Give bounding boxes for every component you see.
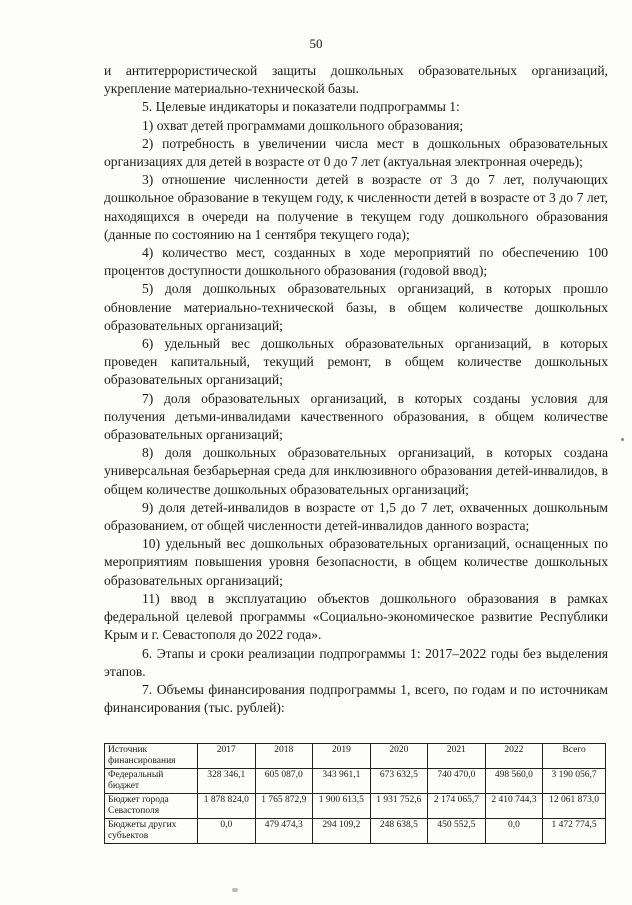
column-header: 2017 (198, 744, 256, 769)
column-header: Источник финансирования (105, 744, 198, 769)
table-cell: Федеральный бюджет (105, 769, 198, 794)
indicator-item-3: 3) отношение численности детей в возрасте от 3 до 7 лет, получающих дошкольное образование в текущем году, к численности детей в возрасте от 3 до 7 лет, находящихся в очереди на получение в текущем году дошкольного образования (данные по состоянию на 1 сентября текущего года); (104, 172, 608, 242)
table-header-row (105, 744, 606, 769)
table-cell: 1 931 752,6 (370, 794, 428, 819)
table-cell: 0,0 (485, 819, 543, 844)
table-row (105, 769, 606, 794)
table-cell: 2 410 744,3 (485, 794, 543, 819)
section-heading-7: 7. Объемы финансирования подпрограммы 1, всего, по годам и по источникам финансирования (тыс. рублей): (104, 681, 608, 716)
indicator-item-1: 1) охват детей программами дошкольного образования; (142, 117, 464, 133)
scan-artifact (232, 888, 238, 892)
column-header: 2022 (485, 744, 543, 769)
indicator-item-6: 6) удельный вес дошкольных образовательных организаций, в которых проведен капитальный, текущий ремонт, в общем количестве дошкольных образовательных организаций; (104, 336, 608, 388)
scan-artifact (621, 438, 624, 441)
column-header: Всего (543, 744, 606, 769)
indicator-item-8: 8) доля дошкольных образовательных организаций, в которых создана универсальная безбарьерная среда для инклюзивного образования детей-инвалидов, в общем количестве дошкольных образовательных организаций; (104, 445, 608, 497)
table-cell: 2 174 065,7 (428, 794, 486, 819)
table-cell: 1 472 774,5 (543, 819, 606, 844)
table-cell: 0,0 (198, 819, 256, 844)
indicator-item-10: 10) удельный вес дошкольных образовательных организаций, оснащенных по мероприятиям повышения уровня безопасности, в общем количестве дошкольных образовательных организаций; (104, 536, 608, 588)
column-header: 2021 (428, 744, 486, 769)
table-cell: 294 109,2 (313, 819, 371, 844)
indicator-item-9: 9) доля детей-инвалидов в возрасте от 1,5 до 7 лет, охваченных дошкольным образованием, от общей численности детей-инвалидов данного возраста; (104, 499, 608, 534)
paragraph: и антитеррористической защиты дошкольных образовательных организаций, укрепление материально-технической базы. (104, 63, 608, 97)
table-cell: Бюджеты других субъектов (105, 819, 198, 844)
table-cell: 498 560,0 (485, 769, 543, 794)
indicator-item-4: 4) количество мест, созданных в ходе мероприятий по обеспечению 100 процентов доступности дошкольного образования (годовой ввод); (104, 245, 608, 279)
table-cell: Бюджет города Севастополя (105, 794, 198, 819)
table-cell: 3 190 056,7 (543, 769, 606, 794)
table-cell: 605 087,0 (255, 769, 313, 794)
table-cell: 248 638,5 (370, 819, 428, 844)
page-number: 50 (309, 36, 323, 51)
section-heading-5: 5. Целевые индикаторы и показатели подпрограммы 1: (142, 99, 460, 115)
indicator-item-2: 2) потребность в увеличении числа мест в дошкольных образовательных организациях для детей в возрасте от 0 до 7 лет (актуальная электронная очередь); (104, 135, 608, 170)
table-cell: 12 061 873,0 (543, 794, 606, 819)
column-header: 2018 (255, 744, 313, 769)
table-cell: 1 765 872,9 (255, 794, 313, 819)
table-cell: 673 632,5 (370, 769, 428, 794)
indicator-item-11: 11) ввод в эксплуатацию объектов дошкольного образования в рамках федеральной целевой программы «Социально-экономическое развитие Республики Крым и г. Севастополя до 2022 года». (104, 590, 608, 643)
table-row (105, 794, 606, 819)
table-cell: 343 961,1 (313, 769, 371, 794)
table-cell: 450 552,5 (428, 819, 486, 844)
table-cell: 479 474,3 (255, 819, 313, 844)
indicator-item-5: 5) доля дошкольных образовательных организаций, в которых прошло обновление материально-технической базы, в общем количестве дошкольных образовательных организаций; (104, 281, 608, 333)
table-cell: 740 470,0 (428, 769, 486, 794)
table-cell: 1 878 824,0 (198, 794, 256, 819)
section-heading-6: 6. Этапы и сроки реализации подпрограммы 1: 2017–2022 годы без выделения этапов. (104, 645, 608, 679)
table-cell: 1 900 613,5 (313, 794, 371, 819)
table-cell: 328 346,1 (198, 769, 256, 794)
financing-table (104, 743, 606, 844)
column-header: 2019 (313, 744, 371, 769)
document-body (104, 62, 608, 717)
column-header: 2020 (370, 744, 428, 769)
indicator-item-7: 7) доля образовательных организаций, в которых созданы условия для получения детьми-инвалидами качественного образования, в общем количестве образовательных организаций; (104, 390, 608, 443)
table-row (105, 819, 606, 844)
